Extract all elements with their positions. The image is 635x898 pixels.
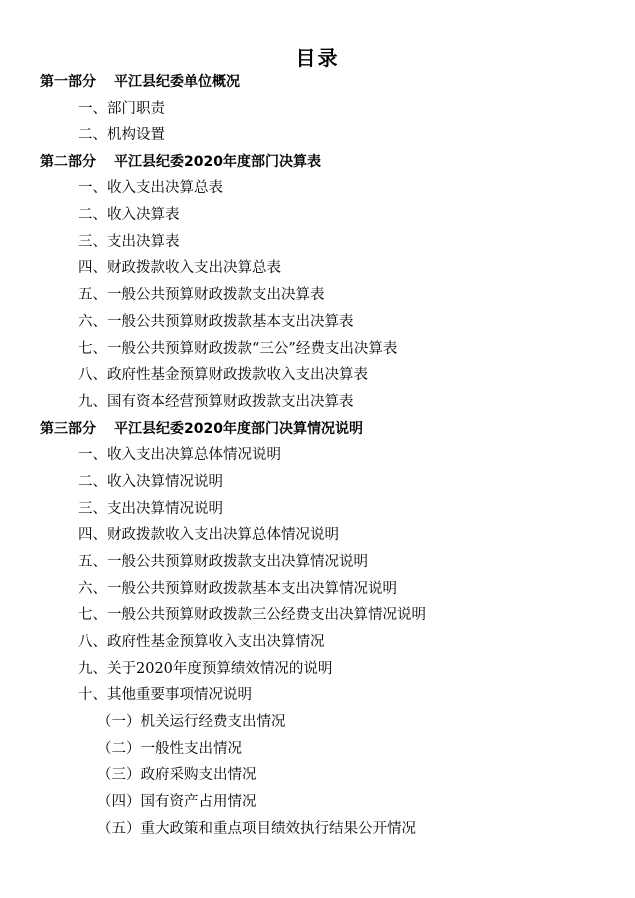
toc-item: 十、其他重要事项情况说明 [78,687,252,703]
part-name: 平江县纪委单位概况 [114,74,240,90]
toc-subitem: （二）一般性支出情况 [97,741,242,757]
part-heading-2 [40,152,321,172]
toc-subitem: （三）政府采购支出情况 [97,767,257,783]
part-label: 第三部分 [40,421,96,437]
toc-item: 五、一般公共预算财政拨款支出决算情况说明 [78,554,368,570]
part-name: 平江县纪委2020年度部门决算情况说明 [114,421,363,437]
toc-item: 九、关于2020年度预算绩效情况的说明 [78,661,333,677]
toc-item: 一、部门职责 [78,101,165,117]
toc-item: 六、一般公共预算财政拨款基本支出决算表 [78,314,354,330]
toc-item: 七、一般公共预算财政拨款三公经费支出决算情况说明 [78,607,426,623]
toc-item: 四、财政拨款收入支出决算总表 [78,260,281,276]
toc-item: 六、一般公共预算财政拨款基本支出决算情况说明 [78,581,397,597]
toc-item: 五、一般公共预算财政拨款支出决算表 [78,287,325,303]
toc-item: 二、收入决算表 [78,207,180,223]
part-name: 平江县纪委2020年度部门决算表 [114,154,321,170]
toc-item: 二、机构设置 [78,127,165,143]
page-title: 目录 [295,46,340,70]
part-label: 第一部分 [40,74,96,90]
toc-subitem: （一）机关运行经费支出情况 [97,714,286,730]
toc-item: 八、政府性基金预算收入支出决算情况 [78,634,325,650]
toc-item: 八、政府性基金预算财政拨款收入支出决算表 [78,367,368,383]
toc-subitem: （五）重大政策和重点项目绩效执行结果公开情况 [97,821,416,837]
part-heading-1 [40,72,240,92]
toc-item: 九、国有资本经营预算财政拨款支出决算表 [78,394,354,410]
toc-subitem: （四）国有资产占用情况 [97,794,257,810]
toc-item: 七、一般公共预算财政拨款“三公”经费支出决算表 [78,341,398,357]
toc-item: 一、收入支出决算总表 [78,180,223,196]
toc-item: 三、支出决算情况说明 [78,501,223,517]
toc-item: 一、收入支出决算总体情况说明 [78,447,281,463]
part-heading-3 [40,419,363,439]
toc-item: 四、财政拨款收入支出决算总体情况说明 [78,527,339,543]
toc-item: 三、支出决算表 [78,234,180,250]
part-label: 第二部分 [40,154,96,170]
toc-item: 二、收入决算情况说明 [78,474,223,490]
